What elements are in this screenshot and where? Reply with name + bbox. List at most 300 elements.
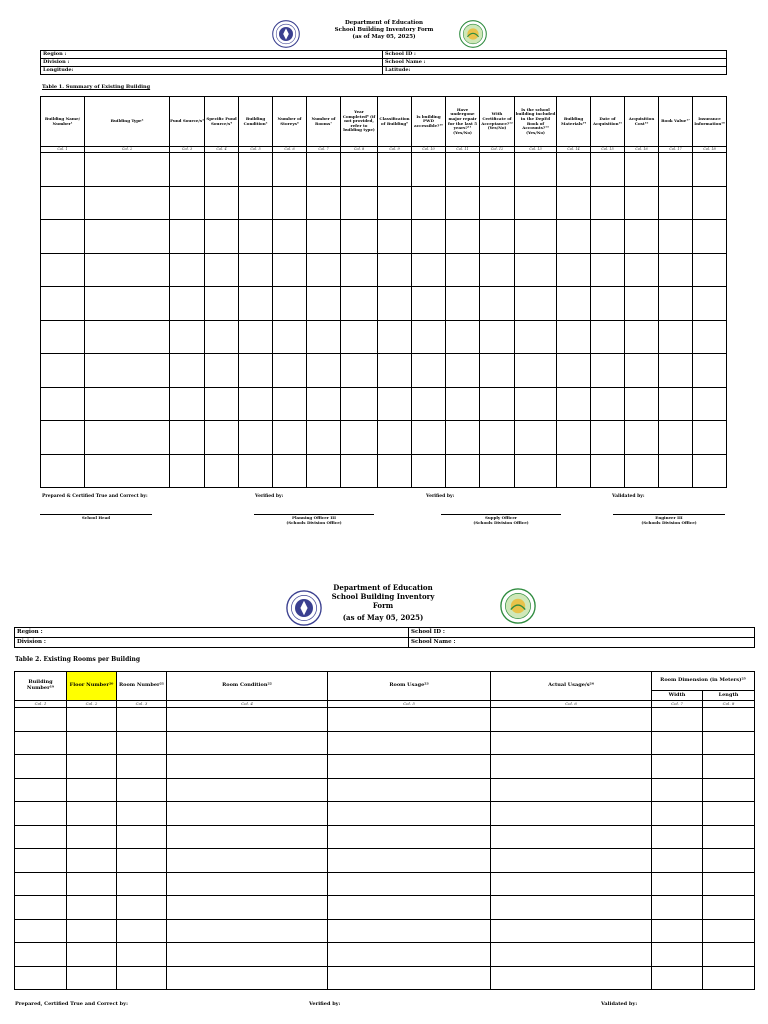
table-cell[interactable] [341, 253, 378, 287]
table-cell[interactable] [67, 919, 117, 943]
table-row [41, 421, 727, 455]
table-cell[interactable] [85, 287, 170, 321]
table-cell[interactable] [591, 220, 625, 254]
table-cell[interactable] [85, 220, 170, 254]
table-cell[interactable] [491, 872, 652, 896]
table-cell[interactable] [15, 919, 67, 943]
table-cell[interactable] [659, 153, 693, 187]
table-cell[interactable] [273, 421, 307, 455]
table-cell[interactable] [67, 872, 117, 896]
table-cell[interactable] [491, 896, 652, 920]
table-cell[interactable] [515, 186, 557, 220]
table-cell[interactable] [167, 778, 328, 802]
table-cell[interactable] [446, 421, 480, 455]
table-cell[interactable] [341, 186, 378, 220]
table-cell[interactable] [446, 186, 480, 220]
longitude-field[interactable]: Longitude: [41, 67, 383, 75]
table-cell[interactable] [341, 287, 378, 321]
table-cell[interactable] [205, 220, 239, 254]
table-cell[interactable] [167, 755, 328, 779]
table-cell[interactable] [625, 186, 659, 220]
table-cell[interactable] [307, 387, 341, 421]
table-cell[interactable] [557, 287, 591, 321]
table-cell[interactable] [703, 778, 755, 802]
table-cell[interactable] [491, 849, 652, 873]
table-cell[interactable] [341, 320, 378, 354]
table-cell[interactable] [15, 802, 67, 826]
table-cell[interactable] [328, 896, 491, 920]
table-cell[interactable] [515, 153, 557, 187]
table-cell[interactable] [693, 454, 727, 488]
table-cell[interactable] [491, 755, 652, 779]
table-cell[interactable] [515, 354, 557, 388]
table-cell[interactable] [625, 220, 659, 254]
table-cell[interactable] [625, 454, 659, 488]
table-cell[interactable] [693, 387, 727, 421]
table-cell[interactable] [67, 708, 117, 732]
table-cell[interactable] [239, 354, 273, 388]
table-cell[interactable] [703, 919, 755, 943]
table-cell[interactable] [85, 454, 170, 488]
table-cell[interactable] [491, 825, 652, 849]
table-cell[interactable] [307, 454, 341, 488]
table-cell[interactable] [239, 421, 273, 455]
table-cell[interactable] [307, 421, 341, 455]
table-cell[interactable] [239, 320, 273, 354]
table-cell[interactable] [412, 354, 446, 388]
table-row [15, 755, 755, 779]
table-cell[interactable] [41, 287, 85, 321]
table-cell[interactable] [167, 872, 328, 896]
table-cell[interactable] [170, 320, 205, 354]
table-cell[interactable] [170, 354, 205, 388]
table-cell[interactable] [703, 755, 755, 779]
table-cell[interactable] [41, 320, 85, 354]
table-cell[interactable] [557, 387, 591, 421]
table-cell[interactable] [273, 320, 307, 354]
table-cell[interactable] [480, 320, 515, 354]
table-cell[interactable] [659, 287, 693, 321]
table-cell[interactable] [446, 387, 480, 421]
table-cell[interactable] [652, 872, 703, 896]
table-cell[interactable] [15, 778, 67, 802]
table-cell[interactable] [480, 454, 515, 488]
table-cell[interactable] [591, 186, 625, 220]
table-cell[interactable] [412, 153, 446, 187]
table-cell[interactable] [703, 731, 755, 755]
table-cell[interactable] [378, 220, 412, 254]
table-cell[interactable] [117, 731, 167, 755]
table-cell[interactable] [412, 220, 446, 254]
table-cell[interactable] [167, 825, 328, 849]
table-cell[interactable] [480, 421, 515, 455]
table-cell[interactable] [239, 253, 273, 287]
table-cell[interactable] [15, 966, 67, 990]
table-cell[interactable] [117, 708, 167, 732]
table-cell[interactable] [491, 802, 652, 826]
table-cell[interactable] [205, 354, 239, 388]
table-cell[interactable] [307, 354, 341, 388]
table-cell[interactable] [378, 186, 412, 220]
table-cell[interactable] [239, 220, 273, 254]
table-cell[interactable] [307, 287, 341, 321]
table-cell[interactable] [491, 919, 652, 943]
table-cell[interactable] [412, 320, 446, 354]
table-cell[interactable] [273, 387, 307, 421]
table-row [15, 778, 755, 802]
table-cell[interactable] [703, 802, 755, 826]
table-cell[interactable] [652, 849, 703, 873]
table-cell[interactable] [167, 802, 328, 826]
table-cell[interactable] [117, 802, 167, 826]
col-header-11: Have undergone major repair for the last 5 years?¹¹ (Yes/No) [446, 97, 480, 147]
table-cell[interactable] [85, 354, 170, 388]
table-cell[interactable] [15, 825, 67, 849]
table-cell[interactable] [652, 943, 703, 967]
table-cell[interactable] [41, 253, 85, 287]
table-cell[interactable] [15, 731, 67, 755]
table-cell[interactable] [591, 320, 625, 354]
table-cell[interactable] [412, 421, 446, 455]
table-cell[interactable] [170, 186, 205, 220]
table-cell[interactable] [446, 354, 480, 388]
table-cell[interactable] [205, 320, 239, 354]
table-cell[interactable] [15, 943, 67, 967]
table-cell[interactable] [652, 825, 703, 849]
table-cell[interactable] [170, 387, 205, 421]
table-cell[interactable] [41, 454, 85, 488]
table-cell[interactable] [341, 354, 378, 388]
table-cell[interactable] [341, 220, 378, 254]
table-cell[interactable] [328, 919, 491, 943]
col-number-3: Col. 3 [170, 147, 205, 153]
table-cell[interactable] [85, 320, 170, 354]
table-cell[interactable] [170, 287, 205, 321]
table-cell[interactable] [328, 872, 491, 896]
table-cell[interactable] [480, 253, 515, 287]
table-cell[interactable] [515, 387, 557, 421]
table-cell[interactable] [703, 896, 755, 920]
table-cell[interactable] [412, 287, 446, 321]
col-header-3: Fund Source/s³ [170, 97, 205, 147]
table-cell[interactable] [273, 354, 307, 388]
table-cell[interactable] [239, 454, 273, 488]
table-cell[interactable] [491, 943, 652, 967]
region-field[interactable]: Region : [15, 628, 409, 638]
table-cell[interactable] [167, 919, 328, 943]
table-cell[interactable] [167, 708, 328, 732]
table-cell[interactable] [446, 253, 480, 287]
table-cell[interactable] [117, 896, 167, 920]
col-number-6: Col. 6 [273, 147, 307, 153]
table-cell[interactable] [15, 849, 67, 873]
table-cell[interactable] [703, 849, 755, 873]
table-row [15, 966, 755, 990]
table-cell[interactable] [491, 778, 652, 802]
col-number-17: Col. 17 [659, 147, 693, 153]
table-cell[interactable] [117, 849, 167, 873]
table-cell[interactable] [170, 220, 205, 254]
table-cell[interactable] [205, 253, 239, 287]
table-cell[interactable] [67, 802, 117, 826]
table-cell[interactable] [67, 731, 117, 755]
table-cell[interactable] [557, 220, 591, 254]
table-cell[interactable] [167, 731, 328, 755]
table-cell[interactable] [378, 253, 412, 287]
table-cell[interactable] [446, 220, 480, 254]
table-cell[interactable] [328, 849, 491, 873]
table-cell[interactable] [41, 220, 85, 254]
table-cell[interactable] [341, 387, 378, 421]
table-cell[interactable] [446, 320, 480, 354]
table-cell[interactable] [659, 421, 693, 455]
table-cell[interactable] [693, 253, 727, 287]
table-cell[interactable] [625, 253, 659, 287]
table-cell[interactable] [205, 454, 239, 488]
table-cell[interactable] [625, 421, 659, 455]
table-cell[interactable] [659, 253, 693, 287]
table-cell[interactable] [273, 153, 307, 187]
table-cell[interactable] [67, 825, 117, 849]
table-cell[interactable] [378, 320, 412, 354]
table-cell[interactable] [167, 849, 328, 873]
table-cell[interactable] [515, 454, 557, 488]
table-cell[interactable] [491, 731, 652, 755]
table-cell[interactable] [170, 253, 205, 287]
table-cell[interactable] [67, 849, 117, 873]
table-cell[interactable] [15, 872, 67, 896]
table-cell[interactable] [117, 825, 167, 849]
table-cell[interactable] [652, 778, 703, 802]
table-cell[interactable] [41, 153, 85, 187]
table-cell[interactable] [328, 708, 491, 732]
region-field[interactable]: Region : [41, 51, 383, 59]
table-cell[interactable] [117, 755, 167, 779]
division-field[interactable]: Division : [41, 59, 383, 67]
table-cell[interactable] [693, 220, 727, 254]
table-cell[interactable] [412, 253, 446, 287]
table-cell[interactable] [378, 354, 412, 388]
table-cell[interactable] [328, 943, 491, 967]
table-cell[interactable] [652, 708, 703, 732]
table-cell[interactable] [307, 320, 341, 354]
table-cell[interactable] [117, 872, 167, 896]
table-cell[interactable] [170, 153, 205, 187]
table-cell[interactable] [307, 153, 341, 187]
table-cell[interactable] [515, 421, 557, 455]
table-cell[interactable] [693, 287, 727, 321]
school-id-field[interactable]: School ID : [409, 628, 755, 638]
table-cell[interactable] [652, 966, 703, 990]
table-cell[interactable] [41, 186, 85, 220]
col-header-5: Building Condition⁵ [239, 97, 273, 147]
table-cell[interactable] [85, 186, 170, 220]
table-cell[interactable] [446, 454, 480, 488]
table-cell[interactable] [307, 220, 341, 254]
table-cell[interactable] [117, 966, 167, 990]
table-cell[interactable] [205, 287, 239, 321]
table-cell[interactable] [591, 354, 625, 388]
table-cell[interactable] [328, 802, 491, 826]
table-cell[interactable] [167, 896, 328, 920]
table-cell[interactable] [557, 320, 591, 354]
table-cell[interactable] [341, 454, 378, 488]
table-cell[interactable] [341, 421, 378, 455]
table-cell[interactable] [273, 253, 307, 287]
table-cell[interactable] [652, 802, 703, 826]
table-cell[interactable] [205, 153, 239, 187]
table-cell[interactable] [378, 421, 412, 455]
table-cell[interactable] [205, 186, 239, 220]
division-field[interactable]: Division : [15, 638, 409, 648]
table-row [41, 320, 727, 354]
table-cell[interactable] [659, 220, 693, 254]
col-header-length: Length [703, 691, 755, 701]
table-cell[interactable] [693, 186, 727, 220]
table-cell[interactable] [491, 966, 652, 990]
table-cell[interactable] [625, 354, 659, 388]
table-cell[interactable] [85, 253, 170, 287]
table-cell[interactable] [557, 153, 591, 187]
col-header-room-number: Room Number²¹ [117, 672, 167, 701]
table-cell[interactable] [412, 387, 446, 421]
table-cell[interactable] [328, 755, 491, 779]
table-cell[interactable] [15, 896, 67, 920]
table-cell[interactable] [693, 153, 727, 187]
table-cell[interactable] [703, 872, 755, 896]
table-cell[interactable] [591, 421, 625, 455]
table-cell[interactable] [378, 387, 412, 421]
col-number-7: Col. 7 [652, 701, 703, 708]
school-name-field[interactable]: School Name : [409, 638, 755, 648]
table-cell[interactable] [41, 421, 85, 455]
table-cell[interactable] [591, 387, 625, 421]
table-cell[interactable] [117, 778, 167, 802]
table-cell[interactable] [480, 287, 515, 321]
table-cell[interactable] [205, 421, 239, 455]
table-cell[interactable] [557, 354, 591, 388]
table-cell[interactable] [85, 387, 170, 421]
table-cell[interactable] [239, 153, 273, 187]
table-cell[interactable] [15, 755, 67, 779]
table-cell[interactable] [557, 253, 591, 287]
table-cell[interactable] [480, 354, 515, 388]
table-cell[interactable] [659, 320, 693, 354]
school-id-field[interactable]: School ID : [383, 51, 727, 59]
table-cell[interactable] [480, 186, 515, 220]
table-cell[interactable] [515, 253, 557, 287]
table-cell[interactable] [41, 387, 85, 421]
table-cell[interactable] [378, 454, 412, 488]
table-cell[interactable] [703, 708, 755, 732]
table-cell[interactable] [341, 153, 378, 187]
table-cell[interactable] [693, 421, 727, 455]
table-cell[interactable] [273, 454, 307, 488]
table-cell[interactable] [693, 354, 727, 388]
table-cell[interactable] [378, 153, 412, 187]
table-cell[interactable] [491, 708, 652, 732]
table-cell[interactable] [170, 454, 205, 488]
school-name-field[interactable]: School Name : [383, 59, 727, 67]
table-cell[interactable] [659, 186, 693, 220]
table-cell[interactable] [328, 825, 491, 849]
table-cell[interactable] [273, 287, 307, 321]
table-cell[interactable] [85, 153, 170, 187]
table-cell[interactable] [625, 153, 659, 187]
table-cell[interactable] [307, 253, 341, 287]
table-cell[interactable] [557, 454, 591, 488]
table-cell[interactable] [625, 387, 659, 421]
table-cell[interactable] [652, 919, 703, 943]
table-cell[interactable] [652, 896, 703, 920]
table-cell[interactable] [67, 966, 117, 990]
table-cell[interactable] [328, 731, 491, 755]
table-cell[interactable] [480, 387, 515, 421]
table-cell[interactable] [659, 454, 693, 488]
table-cell[interactable] [557, 186, 591, 220]
table-cell[interactable] [15, 708, 67, 732]
table-cell[interactable] [167, 943, 328, 967]
table-cell[interactable] [515, 287, 557, 321]
table-cell[interactable] [625, 287, 659, 321]
table-cell[interactable] [41, 354, 85, 388]
table-cell[interactable] [328, 966, 491, 990]
table-cell[interactable] [659, 387, 693, 421]
table-cell[interactable] [591, 153, 625, 187]
table-cell[interactable] [480, 153, 515, 187]
table-cell[interactable] [703, 943, 755, 967]
table-cell[interactable] [328, 778, 491, 802]
table-cell[interactable] [170, 421, 205, 455]
table-cell[interactable] [591, 287, 625, 321]
table-cell[interactable] [446, 153, 480, 187]
table-cell[interactable] [67, 778, 117, 802]
table-cell[interactable] [659, 354, 693, 388]
table-cell[interactable] [652, 731, 703, 755]
table-cell[interactable] [239, 186, 273, 220]
table-cell[interactable] [703, 966, 755, 990]
table-cell[interactable] [625, 320, 659, 354]
table-cell[interactable] [205, 387, 239, 421]
table-cell[interactable] [693, 320, 727, 354]
table-cell[interactable] [378, 287, 412, 321]
table-cell[interactable] [67, 896, 117, 920]
table-cell[interactable] [239, 387, 273, 421]
table-cell[interactable] [591, 454, 625, 488]
table-cell[interactable] [591, 253, 625, 287]
table-cell[interactable] [67, 755, 117, 779]
table-cell[interactable] [239, 287, 273, 321]
table-cell[interactable] [703, 825, 755, 849]
table-cell[interactable] [412, 186, 446, 220]
table-cell[interactable] [557, 421, 591, 455]
table-cell[interactable] [273, 186, 307, 220]
table-cell[interactable] [117, 919, 167, 943]
table-cell[interactable] [167, 966, 328, 990]
table-cell[interactable] [480, 220, 515, 254]
table-cell[interactable] [117, 943, 167, 967]
table-cell[interactable] [67, 943, 117, 967]
table-cell[interactable] [446, 287, 480, 321]
table-cell[interactable] [515, 220, 557, 254]
table-cell[interactable] [412, 454, 446, 488]
latitude-field[interactable]: Latitude: [383, 67, 727, 75]
table-cell[interactable] [307, 186, 341, 220]
table-cell[interactable] [85, 421, 170, 455]
table-cell[interactable] [515, 320, 557, 354]
table-cell[interactable] [273, 220, 307, 254]
table-cell[interactable] [652, 755, 703, 779]
